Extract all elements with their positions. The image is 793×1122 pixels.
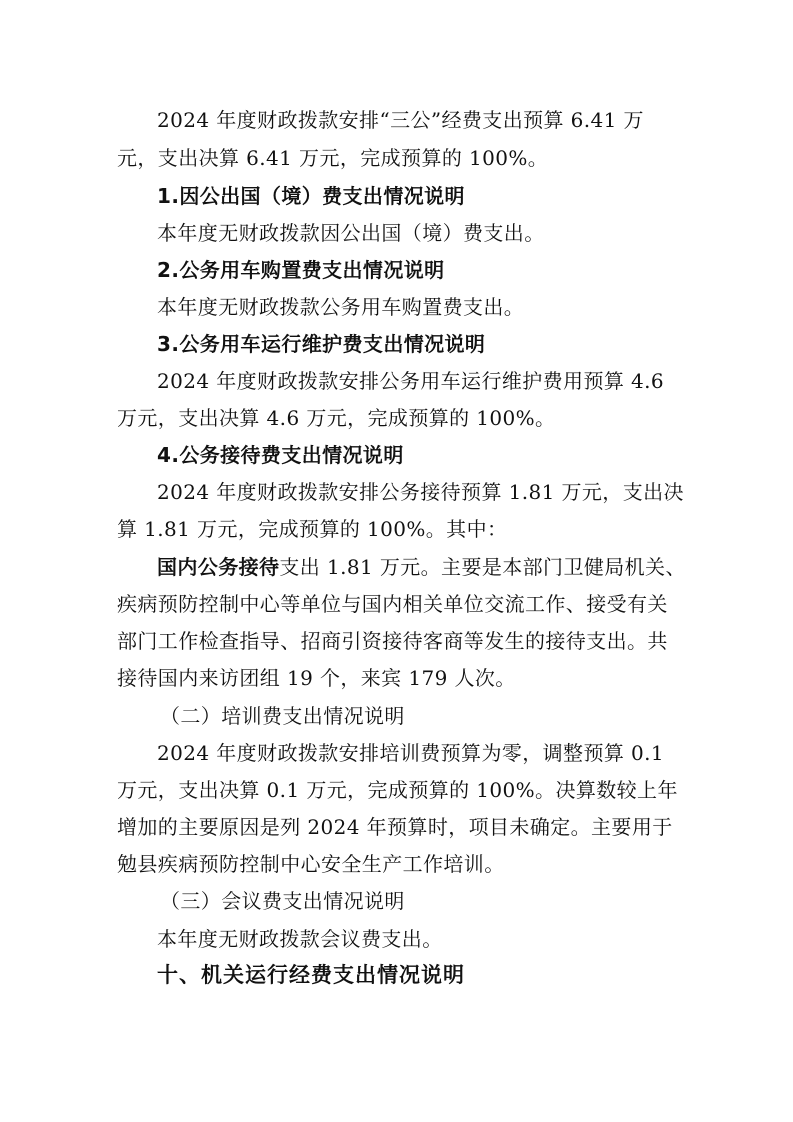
paragraph-line xyxy=(157,555,686,579)
paragraph-line: 勉县疾病预防控制中心安全生产工作培训。 xyxy=(117,852,505,876)
paragraph-line: 本年度无财政拨款会议费支出。 xyxy=(157,927,443,951)
paragraph-line: 元，支出决算 6.41 万元，完成预算的 100%。 xyxy=(117,146,549,170)
paragraph-line: 本年度无财政拨款公务用车购置费支出。 xyxy=(157,295,525,319)
paragraph-line: 2024 年度财政拨款安排公务用车运行维护费用预算 4.6 xyxy=(157,369,665,393)
paragraph-line: 部门工作检查指导、招商引资接待客商等发生的接待支出。共 xyxy=(117,629,668,653)
paragraph-text: 支出 1.81 万元。主要是本部门卫健局机关、 xyxy=(279,555,686,579)
section-heading: （二）培训费支出情况说明 xyxy=(160,704,405,728)
paragraph-line: 算 1.81 万元，完成预算的 100%。其中： xyxy=(117,517,508,541)
paragraph-line: 疾病预防控制中心等单位与国内相关单位交流工作、接受有关 xyxy=(117,592,668,616)
paragraph-line: 万元，支出决算 0.1 万元，完成预算的 100%。决算数较上年 xyxy=(117,778,678,802)
section-heading: 2.公务用车购置费支出情况说明 xyxy=(157,258,445,282)
paragraph-line: 2024 年度财政拨款安排公务接待预算 1.81 万元，支出决 xyxy=(157,480,684,504)
paragraph-line: 增加的主要原因是列 2024 年预算时，项目未确定。主要用于 xyxy=(117,815,673,839)
section-heading: 3.公务用车运行维护费支出情况说明 xyxy=(157,332,486,356)
paragraph-line: 接待国内来访团组 19 个，来宾 179 人次。 xyxy=(117,666,516,690)
paragraph-line: 本年度无财政拨款因公出国（境）费支出。 xyxy=(157,221,545,245)
section-heading: 1.因公出国（境）费支出情况说明 xyxy=(157,184,465,208)
paragraph-line: 2024 年度财政拨款安排培训费预算为零，调整预算 0.1 xyxy=(157,741,665,765)
paragraph-line: 万元，支出决算 4.6 万元，完成预算的 100%。 xyxy=(117,406,556,430)
section-heading: （三）会议费支出情况说明 xyxy=(160,889,405,913)
chapter-heading: 十、机关运行经费支出情况说明 xyxy=(157,963,465,987)
paragraph-line: 2024 年度财政拨款安排“三公”经费支出预算 6.41 万 xyxy=(157,108,644,132)
section-heading: 4.公务接待费支出情况说明 xyxy=(157,443,404,467)
bold-lead-term: 国内公务接待 xyxy=(157,555,280,579)
